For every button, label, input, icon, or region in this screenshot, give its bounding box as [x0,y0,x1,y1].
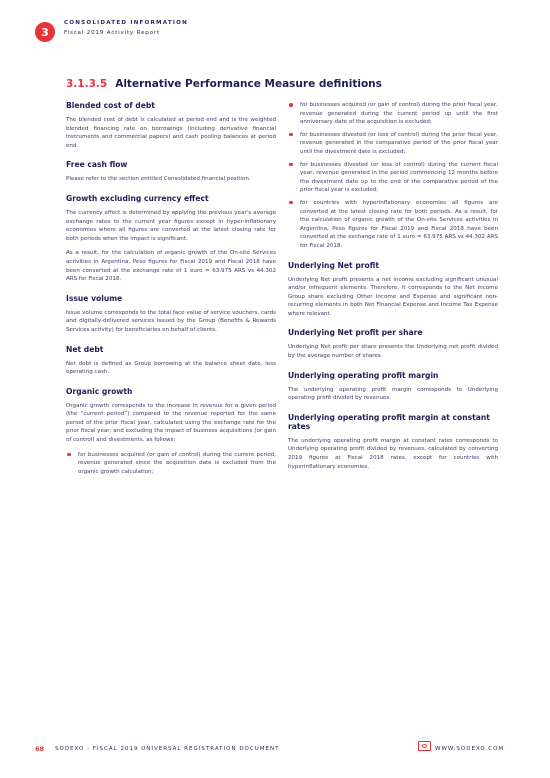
blended-cost-block [66,101,276,150]
currency-block [66,194,276,284]
page-number: 68 [35,745,45,753]
net-debt-text: Net debt is defined as Group borrowing at the balance sheet date, less operating cash. [66,360,276,376]
bullet-icon [289,103,293,107]
issue-volume-text: Issue volume corresponds to the total face value of service vouchers, cards and digitally-delivered services issued by the Group (Benefits & Rewards Services activity) for beneficiaries on behalf of clients. [66,309,276,333]
blended-cost-heading: Blended cost of debt [66,101,155,110]
underlying-net-profit-block [288,261,498,319]
issue-volume-block [66,294,276,335]
underlying-op-margin-text: The underlying operating profit margin corresponds to Underlying operating profit divided by revenues. [288,386,498,402]
section-title [66,78,382,90]
bullet-icon [67,453,71,457]
underlying-net-profit-share-text: Underlying Net profit per share presents the Underlying net profit divided by the average number of shares. [288,344,498,360]
organic-growth-list [66,451,276,477]
net-debt-heading: Net debt [66,344,104,354]
free-cash-block [66,160,276,184]
currency-text-2: As a result, for the calculation of organic growth of the On-site Services activities in Argentina, Peso figures for Fiscal 2019 and Fiscal 2018 have been converted at the exchange rate of 1 euro = 63.975 ARS vs 44.302 ARS for Fiscal 2018. [66,250,276,283]
underlying-net-profit-share-heading: Underlying Net profit per share [288,328,423,338]
list-item-text: for businesses acquired (or gain of control) during the current period, revenue generated since the acquisition date is excluded from the organic growth calculation; [78,451,276,475]
list-item [288,131,498,157]
right-column [288,101,498,481]
organic-growth-heading: Organic growth [66,386,133,396]
list-item [66,451,276,477]
underlying-op-margin-cr-text: The underlying operating profit margin at constant rates corresponds to Underlying operating profit divided by revenues, calculated by converting 2019 figures at Fiscal 2018 rates, except for countries with hyperinflationary economies. [288,437,498,470]
currency-heading: Growth excluding currency effect [66,193,209,203]
list-item-text: for businesses acquired (or gain of control) during the prior fiscal year, revenue generated during the current period up until the first anniversary date of the acquisition is excluded; [300,102,498,126]
list-item [288,161,498,195]
organic-growth-block [66,387,276,477]
section-number: 3.1.3.5 [66,78,108,90]
underlying-net-profit-heading: Underlying Net profit [288,260,379,270]
list-item [288,101,498,127]
blended-cost-text: The blended cost of debt is calculated at period end and is the weighted blended financing rate on borrowings (including derivative financial instruments and commercial papers) and cash pooling balances at period end. [66,117,276,149]
organic-growth-list-continued [288,101,498,251]
header-title: CONSOLIDATED INFORMATION [64,20,188,26]
list-item [288,199,498,251]
bullet-icon [289,163,293,167]
net-debt-block [66,345,276,377]
list-item-text: for countries with hyperinflationary economies all figures are converted at the latest closing rate for both periods. As a result, for the calculation of organic growth of the On-site Services activities in Argentina, Peso figures for Fiscal 2019 and Fiscal 2018 have been converted at the exchange rate of 1 euro = 63.975 ARS vs 44.302 ARS for Fiscal 2018. [300,199,498,249]
free-cash-text: Please refer to the section entitled Consolidated financial position. [66,176,251,183]
currency-text-1: The currency effect is determined by applying the previous year’s average exchange rates to the current year figures except in hyper-inflationary economies where all figures are converted at the latest closing rate for both periods when the impact is significant. [66,209,276,242]
footer-url[interactable]: WWW.SODEXO.COM [435,746,505,752]
underlying-op-margin-block [288,371,498,403]
list-item-text: for businesses divested (or loss of control) during the current fiscal year, revenue generated in the period commencing 12 months before the divestment date up to the end of the comparative period of the prior fiscal year is excluded; [300,161,498,194]
underlying-net-profit-text: Underlying Net profit presents a net income excluding significant unusual and/or infrequent elements. Therefore, it corresponds to the Net Income Group share excluding Other Income and Expense and significant non-recurring elements in both Net Financial Expense and Income Tax Expense where relevant. [288,276,498,317]
list-item-text: for businesses divested (or loss of control) during the prior fiscal year, revenue generated in the comparative period of the prior fiscal year until the divestment date is excluded; [300,131,498,155]
free-cash-heading: Free cash flow [66,160,128,170]
organic-growth-text: Organic growth corresponds to the increase in revenue for a given period (the “current period”) compared to the revenue reported for the same period of the prior fiscal year, calculated using the exchange rate for the prior fiscal year; and excluding the impact of business acquisitions (or gain of control) and divestments, as follows: [66,402,276,444]
header-subtitle: Fiscal 2019 Activity Report [64,30,160,36]
underlying-op-margin-cr-block [288,413,498,471]
underlying-op-margin-heading: Underlying operating profit margin [288,370,439,380]
underlying-net-profit-share-block [288,328,498,360]
left-column [66,101,276,486]
section-title-text: Alternative Performance Measure definitions [115,78,382,90]
chapter-badge: 3 [35,22,55,42]
underlying-op-margin-cr-heading: Underlying operating profit margin at constant rates [288,412,490,431]
footer-doc-title: SODEXO - FISCAL 2019 UNIVERSAL REGISTRATION DOCUMENT [55,746,280,752]
bullet-icon [289,133,293,137]
website-icon [418,741,431,751]
bullet-icon [289,201,293,205]
issue-volume-heading: Issue volume [66,293,123,303]
